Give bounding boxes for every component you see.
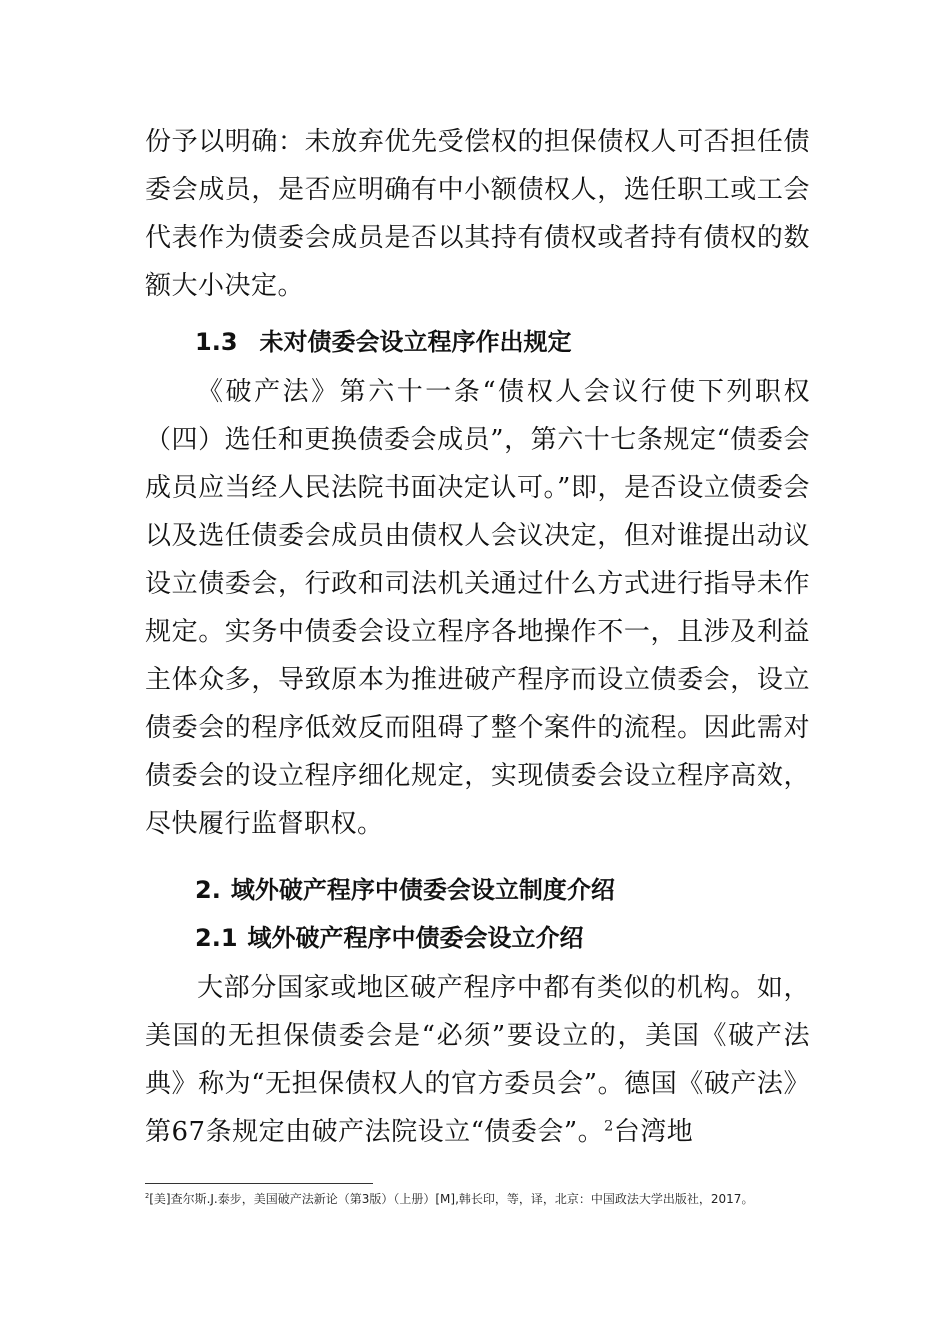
paragraph-2-1 — [145, 964, 810, 1156]
footnote-text: [美]查尔斯.J.泰步，美国破产法新论（第3版）（上册）[M],韩长印，等，译，北京：中国政法大学出版社，2017。 — [149, 1192, 754, 1206]
heading-2-1-number: 2.1 — [195, 924, 238, 952]
heading-1-3-number: 1.3 — [195, 328, 238, 356]
heading-2-title: 域外破产程序中债委会设立制度介绍 — [230, 876, 615, 904]
paragraph-2-1-tail: 台湾地 — [613, 1117, 694, 1147]
heading-2-1 — [195, 918, 584, 958]
footnote — [145, 1190, 810, 1209]
heading-1-3 — [195, 322, 572, 362]
heading-2 — [195, 870, 615, 910]
heading-2-1-title: 域外破产程序中债委会设立介绍 — [247, 924, 584, 952]
heading-2-number: 2. — [195, 876, 221, 904]
paragraph-2-1-text: 大部分国家或地区破产程序中都有类似的机构。如，美国的无担保债委会是“必须”要设立的，美国《破产法典》称为“无担保债权人的官方委员会”。德国《破产法》第67条规定由破产法院设立“债委会”。 — [145, 973, 810, 1147]
paragraph-1-3: 《破产法》第六十一条“债权人会议行使下列职权（四）选任和更换债委会成员”，第六十七条规定“债委会成员应当经人民法院书面决定认可。”即，是否设立债委会以及选任债委会成员由债权人会议决定，但对谁提出动议设立债委会，行政和司法机关通过什么方式进行指导未作规定。实务中债委会设立程序各地操作不一，且涉及利益主体众多，导致原本为推进破产程序而设立债委会，设立债委会的程序低效反而阻碍了整个案件的流程。因此需对债委会的设立程序细化规定，实现债委会设立程序高效，尽快履行监督职权。 — [145, 377, 810, 839]
paragraph-continued: 份予以明确：未放弃优先受偿权的担保债权人可否担任债委会成员，是否应明确有中小额债权人，选任职工或工会代表作为债委会成员是否以其持有债权或者持有债权的数额大小决定。 — [145, 127, 810, 301]
heading-1-3-title: 未对债委会设立程序作出规定 — [259, 328, 572, 356]
footnote-reference[interactable]: 2 — [604, 1118, 614, 1135]
footnote-separator — [145, 1183, 373, 1184]
footnote-marker: 2 — [145, 1192, 150, 1200]
